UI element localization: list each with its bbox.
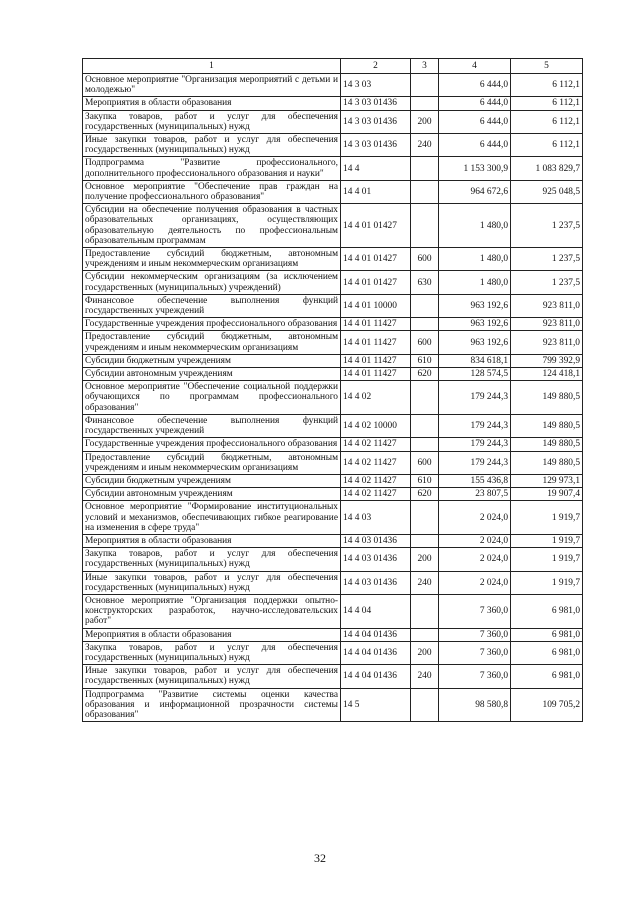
row-name-cell: Государственные учреждения профессионального образования	[83, 438, 341, 451]
row-expense-type-cell: 610	[411, 474, 439, 487]
column-header-5: 5	[511, 59, 583, 74]
row-amount-1-cell: 6 444,0	[439, 110, 511, 133]
row-expense-type-cell: 200	[411, 548, 439, 571]
row-name-cell: Основное мероприятие "Организация поддержки опытно-конструкторских разработок, научно-исследовательских работ"	[83, 594, 341, 628]
row-expense-type-cell	[411, 157, 439, 180]
row-amount-1-cell: 155 436,8	[439, 474, 511, 487]
row-amount-1-cell: 7 360,0	[439, 641, 511, 664]
row-code-cell: 14 4 02 11427	[341, 474, 411, 487]
row-code-cell: 14 4 03 01436	[341, 571, 411, 594]
table-row	[83, 488, 583, 501]
row-expense-type-cell: 620	[411, 368, 439, 381]
row-amount-1-cell: 179 244,3	[439, 438, 511, 451]
row-code-cell: 14 4 04 01436	[341, 628, 411, 641]
row-amount-2-cell: 6 112,1	[511, 74, 583, 97]
row-code-cell: 14 4 01 01427	[341, 204, 411, 248]
row-name-cell: Предоставление субсидий бюджетным, автономным учреждениям и иным некоммерческим организациям	[83, 248, 341, 271]
column-header-1: 1	[83, 59, 341, 74]
row-amount-1-cell: 1 480,0	[439, 271, 511, 294]
row-amount-1-cell: 6 444,0	[439, 134, 511, 157]
row-name-cell: Субсидии бюджетным учреждениям	[83, 474, 341, 487]
row-name-cell: Основное мероприятие "Формирование институциональных условий и механизмов, обеспечивающих гибкое реагирование на изменения в сфере труда"	[83, 501, 341, 535]
row-expense-type-cell	[411, 534, 439, 547]
table-row	[83, 438, 583, 451]
row-expense-type-cell	[411, 204, 439, 248]
row-expense-type-cell: 600	[411, 248, 439, 271]
row-amount-2-cell: 6 981,0	[511, 594, 583, 628]
row-amount-2-cell: 109 705,2	[511, 688, 583, 722]
row-expense-type-cell	[411, 97, 439, 110]
row-amount-2-cell: 6 981,0	[511, 628, 583, 641]
table-row	[83, 97, 583, 110]
row-name-cell: Основное мероприятие "Организация мероприятий с детьми и молодежью"	[83, 74, 341, 97]
table-row	[83, 368, 583, 381]
row-amount-1-cell: 7 360,0	[439, 594, 511, 628]
table-row	[83, 641, 583, 664]
row-name-cell: Финансовое обеспечение выполнения функций государственных учреждений	[83, 294, 341, 317]
table-row	[83, 271, 583, 294]
row-expense-type-cell	[411, 438, 439, 451]
row-code-cell: 14 4 04 01436	[341, 665, 411, 688]
row-amount-1-cell: 6 444,0	[439, 97, 511, 110]
row-amount-1-cell: 23 807,5	[439, 488, 511, 501]
row-name-cell: Субсидии некоммерческим организациям (за исключением государственных (муниципальных) учреждений)	[83, 271, 341, 294]
row-amount-2-cell: 149 880,5	[511, 438, 583, 451]
row-expense-type-cell	[411, 414, 439, 437]
row-amount-2-cell: 6 112,1	[511, 110, 583, 133]
row-code-cell: 14 4 03	[341, 501, 411, 535]
row-expense-type-cell	[411, 381, 439, 415]
row-expense-type-cell: 600	[411, 331, 439, 354]
table-row	[83, 294, 583, 317]
row-expense-type-cell: 630	[411, 271, 439, 294]
row-code-cell: 14 4	[341, 157, 411, 180]
row-code-cell: 14 3 03 01436	[341, 97, 411, 110]
row-amount-1-cell: 2 024,0	[439, 501, 511, 535]
row-amount-2-cell: 6 112,1	[511, 97, 583, 110]
row-amount-2-cell: 6 981,0	[511, 641, 583, 664]
row-amount-1-cell: 6 444,0	[439, 74, 511, 97]
row-name-cell: Иные закупки товаров, работ и услуг для обеспечения государственных (муниципальных) нужд	[83, 134, 341, 157]
row-name-cell: Мероприятия в области образования	[83, 534, 341, 547]
row-amount-1-cell: 834 618,1	[439, 354, 511, 367]
row-amount-2-cell: 149 880,5	[511, 451, 583, 474]
row-amount-2-cell: 19 907,4	[511, 488, 583, 501]
row-amount-2-cell: 1 919,7	[511, 548, 583, 571]
row-amount-1-cell: 2 024,0	[439, 534, 511, 547]
row-name-cell: Основное мероприятие "Обеспечение прав граждан на получение профессионального образования"	[83, 180, 341, 203]
row-expense-type-cell	[411, 688, 439, 722]
table-row	[83, 414, 583, 437]
table-row	[83, 688, 583, 722]
table-row	[83, 157, 583, 180]
row-amount-2-cell: 923 811,0	[511, 331, 583, 354]
row-amount-2-cell: 923 811,0	[511, 318, 583, 331]
row-amount-1-cell: 7 360,0	[439, 628, 511, 641]
row-code-cell: 14 4 01 11427	[341, 354, 411, 367]
table-body	[83, 74, 583, 722]
row-expense-type-cell	[411, 501, 439, 535]
row-expense-type-cell	[411, 318, 439, 331]
row-amount-2-cell: 6 112,1	[511, 134, 583, 157]
table-row	[83, 354, 583, 367]
table-row	[83, 548, 583, 571]
row-code-cell: 14 4 01 01427	[341, 248, 411, 271]
row-code-cell: 14 4 02 11427	[341, 488, 411, 501]
row-amount-2-cell: 6 981,0	[511, 665, 583, 688]
row-expense-type-cell: 240	[411, 665, 439, 688]
row-code-cell: 14 5	[341, 688, 411, 722]
row-name-cell: Субсидии автономным учреждениям	[83, 368, 341, 381]
table-row	[83, 474, 583, 487]
budget-table-sheet	[82, 58, 582, 722]
row-name-cell: Иные закупки товаров, работ и услуг для обеспечения государственных (муниципальных) нужд	[83, 665, 341, 688]
row-code-cell: 14 4 01 11427	[341, 318, 411, 331]
row-amount-2-cell: 149 880,5	[511, 414, 583, 437]
page-number: 32	[314, 851, 326, 865]
row-amount-1-cell: 179 244,3	[439, 381, 511, 415]
row-expense-type-cell: 600	[411, 451, 439, 474]
row-code-cell: 14 4 01 11427	[341, 331, 411, 354]
row-amount-1-cell: 1 480,0	[439, 204, 511, 248]
column-header-2: 2	[341, 59, 411, 74]
row-expense-type-cell: 200	[411, 110, 439, 133]
table-row	[83, 204, 583, 248]
row-amount-2-cell: 129 973,1	[511, 474, 583, 487]
row-expense-type-cell: 620	[411, 488, 439, 501]
row-amount-2-cell: 1 919,7	[511, 571, 583, 594]
row-amount-1-cell: 2 024,0	[439, 571, 511, 594]
row-amount-2-cell: 1 237,5	[511, 271, 583, 294]
row-name-cell: Предоставление субсидий бюджетным, автономным учреждениям и иным некоммерческим организациям	[83, 451, 341, 474]
table-row	[83, 110, 583, 133]
row-expense-type-cell	[411, 74, 439, 97]
row-amount-1-cell: 963 192,6	[439, 294, 511, 317]
row-code-cell: 14 4 03 01436	[341, 548, 411, 571]
table-row	[83, 571, 583, 594]
row-code-cell: 14 3 03 01436	[341, 110, 411, 133]
row-code-cell: 14 4 04 01436	[341, 641, 411, 664]
row-name-cell: Государственные учреждения профессионального образования	[83, 318, 341, 331]
row-amount-2-cell: 799 392,9	[511, 354, 583, 367]
budget-table	[82, 58, 583, 722]
table-row	[83, 628, 583, 641]
row-amount-2-cell: 149 880,5	[511, 381, 583, 415]
row-code-cell: 14 4 01 11427	[341, 368, 411, 381]
row-amount-1-cell: 1 153 300,9	[439, 157, 511, 180]
row-name-cell: Мероприятия в области образования	[83, 628, 341, 641]
row-code-cell: 14 4 01 01427	[341, 271, 411, 294]
table-row	[83, 381, 583, 415]
row-amount-2-cell: 1 237,5	[511, 204, 583, 248]
row-name-cell: Предоставление субсидий бюджетным, автономным учреждениям и иным некоммерческим организациям	[83, 331, 341, 354]
row-expense-type-cell: 610	[411, 354, 439, 367]
row-name-cell: Субсидии автономным учреждениям	[83, 488, 341, 501]
header-row	[83, 59, 583, 74]
row-name-cell: Субсидии бюджетным учреждениям	[83, 354, 341, 367]
row-expense-type-cell	[411, 628, 439, 641]
table-row	[83, 134, 583, 157]
row-name-cell: Мероприятия в области образования	[83, 97, 341, 110]
row-amount-2-cell: 925 048,5	[511, 180, 583, 203]
table-row	[83, 534, 583, 547]
table-row	[83, 318, 583, 331]
row-amount-2-cell: 1 237,5	[511, 248, 583, 271]
row-name-cell: Закупка товаров, работ и услуг для обеспечения государственных (муниципальных) нужд	[83, 548, 341, 571]
row-name-cell: Закупка товаров, работ и услуг для обеспечения государственных (муниципальных) нужд	[83, 641, 341, 664]
row-name-cell: Основное мероприятие "Обеспечение социальной поддержки обучающихся по программам профессионального образования"	[83, 381, 341, 415]
row-code-cell: 14 3 03 01436	[341, 134, 411, 157]
row-code-cell: 14 4 02 10000	[341, 414, 411, 437]
table-row	[83, 331, 583, 354]
table-row	[83, 451, 583, 474]
row-name-cell: Подпрограмма "Развитие профессионального, дополнительного профессионального образования и науки"	[83, 157, 341, 180]
table-row	[83, 594, 583, 628]
row-amount-1-cell: 2 024,0	[439, 548, 511, 571]
row-expense-type-cell	[411, 594, 439, 628]
row-amount-1-cell: 128 574,5	[439, 368, 511, 381]
row-expense-type-cell	[411, 294, 439, 317]
row-amount-1-cell: 963 192,6	[439, 331, 511, 354]
table-row	[83, 74, 583, 97]
row-amount-1-cell: 179 244,3	[439, 414, 511, 437]
row-code-cell: 14 3 03	[341, 74, 411, 97]
row-expense-type-cell: 200	[411, 641, 439, 664]
row-name-cell: Финансовое обеспечение выполнения функций государственных учреждений	[83, 414, 341, 437]
row-amount-1-cell: 179 244,3	[439, 451, 511, 474]
row-code-cell: 14 4 02 11427	[341, 438, 411, 451]
table-row	[83, 248, 583, 271]
column-header-4: 4	[439, 59, 511, 74]
row-code-cell: 14 4 04	[341, 594, 411, 628]
row-amount-2-cell: 1 919,7	[511, 501, 583, 535]
row-amount-1-cell: 963 192,6	[439, 318, 511, 331]
row-amount-1-cell: 964 672,6	[439, 180, 511, 203]
row-expense-type-cell: 240	[411, 134, 439, 157]
row-amount-2-cell: 124 418,1	[511, 368, 583, 381]
row-code-cell: 14 4 03 01436	[341, 534, 411, 547]
row-name-cell: Закупка товаров, работ и услуг для обеспечения государственных (муниципальных) нужд	[83, 110, 341, 133]
row-amount-1-cell: 7 360,0	[439, 665, 511, 688]
row-code-cell: 14 4 02 11427	[341, 451, 411, 474]
row-amount-1-cell: 98 580,8	[439, 688, 511, 722]
row-code-cell: 14 4 02	[341, 381, 411, 415]
row-amount-2-cell: 1 919,7	[511, 534, 583, 547]
table-row	[83, 501, 583, 535]
row-name-cell: Субсидии на обеспечение получения образования в частных образовательных организациях, осуществляющих образовательную деятельность по профессиональным образовательным программам	[83, 204, 341, 248]
row-expense-type-cell: 240	[411, 571, 439, 594]
row-code-cell: 14 4 01	[341, 180, 411, 203]
row-name-cell: Подпрограмма "Развитие системы оценки качества образования и информационной прозрачности системы образования"	[83, 688, 341, 722]
table-row	[83, 665, 583, 688]
row-amount-2-cell: 1 083 829,7	[511, 157, 583, 180]
column-header-3: 3	[411, 59, 439, 74]
row-amount-2-cell: 923 811,0	[511, 294, 583, 317]
row-amount-1-cell: 1 480,0	[439, 248, 511, 271]
row-code-cell: 14 4 01 10000	[341, 294, 411, 317]
table-row	[83, 180, 583, 203]
row-expense-type-cell	[411, 180, 439, 203]
row-name-cell: Иные закупки товаров, работ и услуг для обеспечения государственных (муниципальных) нужд	[83, 571, 341, 594]
